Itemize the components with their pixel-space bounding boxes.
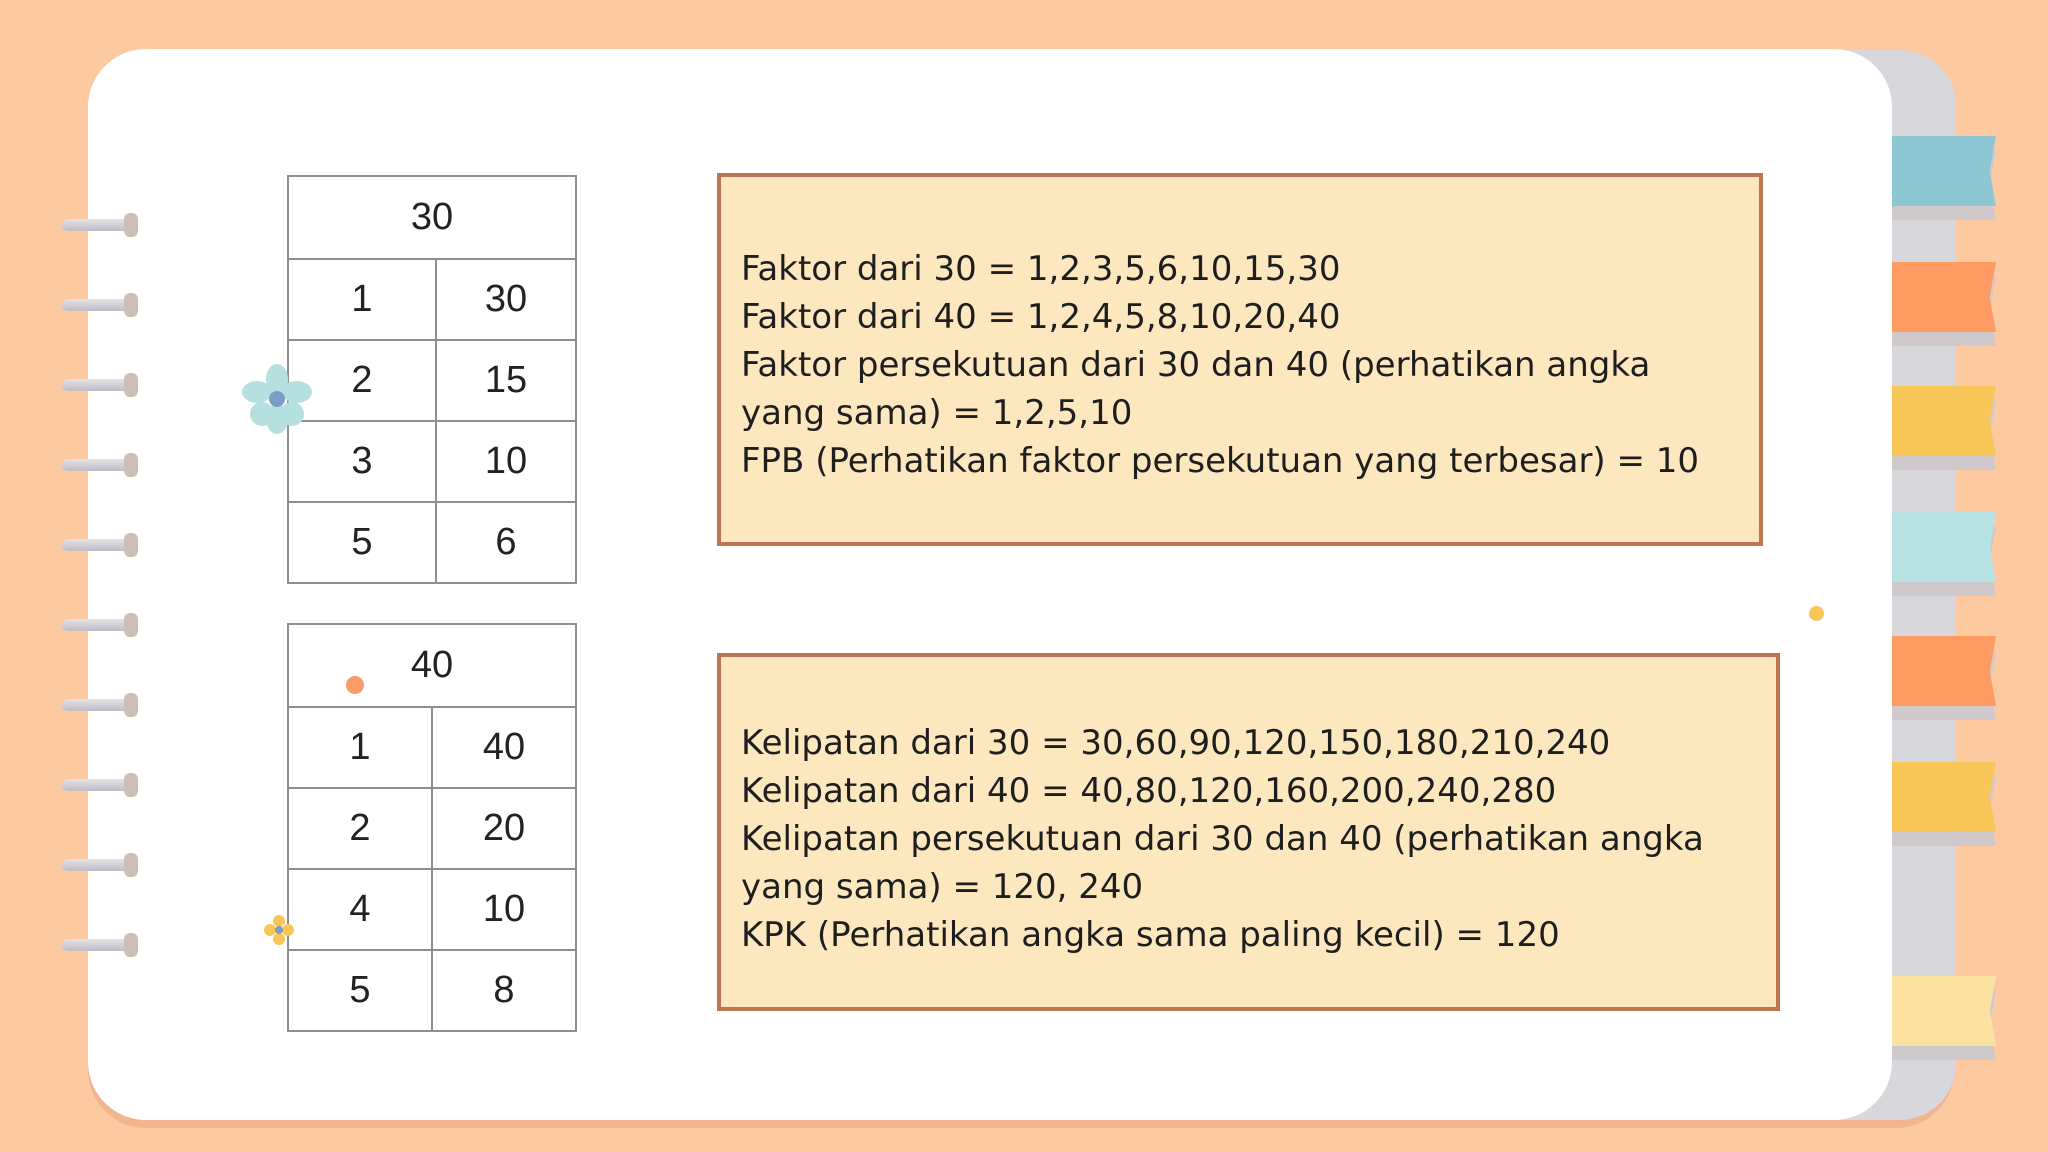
table-cell: 5 — [288, 950, 432, 1031]
text-line: KPK (Perhatikan angka sama paling kecil) = 120 — [741, 915, 1560, 955]
spiral-ring — [62, 296, 140, 314]
table-cell: 40 — [432, 707, 576, 788]
table-row — [288, 869, 576, 950]
spiral-ring — [62, 856, 140, 874]
table-cell: 8 — [432, 950, 576, 1031]
table-cell: 2 — [288, 788, 432, 869]
table-cell: 10 — [436, 421, 576, 502]
spiral-ring — [62, 536, 140, 554]
index-tab-yellow-2 — [1892, 762, 1996, 832]
index-tab-yellow — [1892, 386, 1996, 456]
table-row — [288, 340, 576, 421]
table-cell: 2 — [288, 340, 436, 421]
index-tab-orange-2 — [1892, 636, 1996, 706]
flower-icon — [240, 362, 314, 436]
table-cell: 5 — [288, 502, 436, 583]
spiral-ring — [62, 776, 140, 794]
table-cell: 6 — [436, 502, 576, 583]
table-row — [288, 421, 576, 502]
spiral-ring — [62, 456, 140, 474]
fpb-info-box — [717, 173, 1763, 546]
text-line: Faktor dari 30 = 1,2,3,5,6,10,15,30 — [741, 249, 1341, 289]
table-header: 40 — [288, 624, 576, 707]
table-cell: 10 — [432, 869, 576, 950]
spiral-ring — [62, 616, 140, 634]
text-line: Faktor dari 40 = 1,2,4,5,8,10,20,40 — [741, 297, 1341, 337]
index-tab-orange — [1892, 262, 1996, 332]
table-row — [288, 259, 576, 340]
table-cell: 4 — [288, 869, 432, 950]
text-line: Kelipatan persekutuan dari 30 dan 40 (perhatikan angka — [741, 819, 1704, 859]
text-line: Kelipatan dari 40 = 40,80,120,160,200,240,280 — [741, 771, 1557, 811]
table-cell: 15 — [436, 340, 576, 421]
table-cell: 1 — [288, 707, 432, 788]
factor-table-30 — [287, 175, 577, 584]
decorative-dot — [346, 676, 364, 694]
factor-table-40 — [287, 623, 577, 1032]
text-line: yang sama) = 1,2,5,10 — [741, 393, 1133, 433]
kpk-info-box — [717, 653, 1780, 1011]
spiral-ring — [62, 376, 140, 394]
text-line: Faktor persekutuan dari 30 dan 40 (perhatikan angka — [741, 345, 1651, 385]
table-row — [288, 788, 576, 869]
table-row — [288, 950, 576, 1031]
spiral-ring — [62, 696, 140, 714]
spiral-ring — [62, 216, 140, 234]
text-line: FPB (Perhatikan faktor persekutuan yang terbesar) = 10 — [741, 441, 1700, 481]
decorative-dot — [1809, 606, 1824, 621]
text-line: Kelipatan dari 30 = 30,60,90,120,150,180,210,240 — [741, 723, 1611, 763]
text-line: yang sama) = 120, 240 — [741, 867, 1144, 907]
table-cell: 3 — [288, 421, 436, 502]
index-tab-blue — [1892, 136, 1996, 206]
small-flower-icon — [264, 915, 294, 945]
table-row — [288, 502, 576, 583]
table-row — [288, 707, 576, 788]
index-tab-cream — [1892, 976, 1996, 1046]
table-cell: 30 — [436, 259, 576, 340]
spiral-ring — [62, 936, 140, 954]
index-tab-mint — [1892, 512, 1996, 582]
table-cell: 1 — [288, 259, 436, 340]
table-cell: 20 — [432, 788, 576, 869]
table-header: 30 — [288, 176, 576, 259]
